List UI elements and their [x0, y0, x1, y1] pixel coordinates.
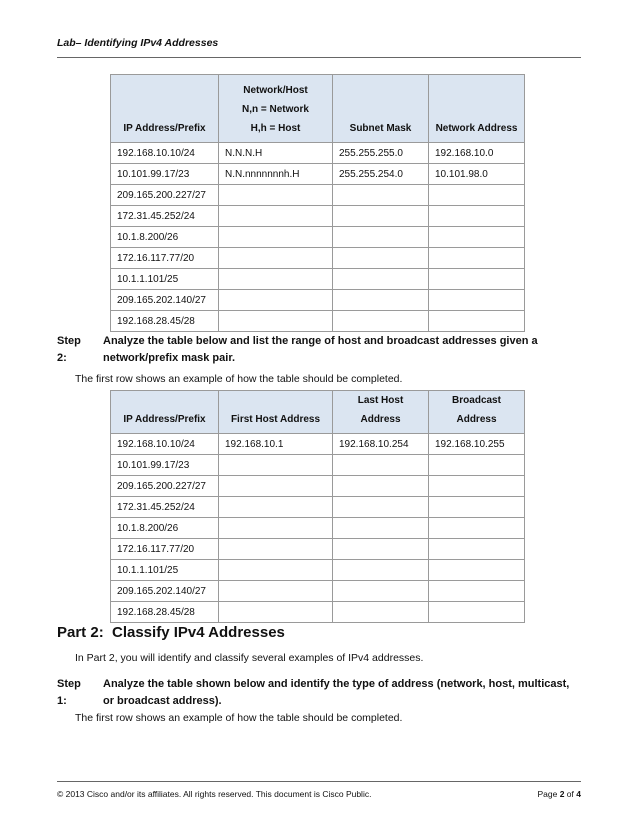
table-row [111, 164, 525, 185]
table-cell: 192.168.28.45/28 [111, 602, 219, 623]
table-row [111, 434, 525, 455]
table-cell [333, 290, 429, 311]
table-cell: 172.31.45.252/24 [111, 497, 219, 518]
table-cell [219, 455, 333, 476]
step-2-note: The first row shows an example of how the table should be completed. [75, 373, 403, 385]
table-cell: 255.255.255.0 [333, 143, 429, 164]
table-row [111, 248, 525, 269]
table-cell [429, 269, 525, 290]
step-number: Step 1: [57, 678, 81, 707]
page-header-title: Lab– Identifying IPv4 Addresses [57, 37, 219, 49]
table-row [111, 311, 525, 332]
step-1-note: The first row shows an example of how the table should be completed. [75, 712, 403, 724]
table-cell [333, 497, 429, 518]
table-row [111, 227, 525, 248]
table-row [111, 185, 525, 206]
table-row [111, 581, 525, 602]
table-cell [429, 290, 525, 311]
header-ip-prefix: IP Address/Prefix [111, 75, 219, 143]
header-subnet-mask: Subnet Mask [333, 75, 429, 143]
step-text: Analyze the table below and list the range of host and broadcast addresses given a network/prefix mask pair. [103, 335, 538, 364]
table-cell [333, 602, 429, 623]
part-title: Classify IPv4 Addresses [112, 624, 285, 641]
header-last-host: Last Host Address [333, 391, 429, 434]
table-cell [333, 206, 429, 227]
table-row [111, 269, 525, 290]
table-cell: 209.165.202.140/27 [111, 581, 219, 602]
table-cell [333, 476, 429, 497]
table-cell [429, 227, 525, 248]
part-number: Part 2: [57, 624, 104, 641]
table-cell [333, 560, 429, 581]
table-cell [333, 581, 429, 602]
table-cell: 209.165.202.140/27 [111, 290, 219, 311]
header-network-host: Network/Host N,n = Network H,h = Host [219, 75, 333, 143]
table-cell [219, 602, 333, 623]
table-cell [333, 227, 429, 248]
table-cell: 172.16.117.77/20 [111, 248, 219, 269]
header-ip-prefix: IP Address/Prefix [111, 391, 219, 434]
footer-copyright: © 2013 Cisco and/or its affiliates. All rights reserved. This document is Cisco Public. [57, 789, 372, 799]
table-cell: 172.16.117.77/20 [111, 539, 219, 560]
table-cell [429, 311, 525, 332]
table-cell [429, 560, 525, 581]
table-cell: 192.168.10.10/24 [111, 143, 219, 164]
table-cell [219, 518, 333, 539]
table-cell: 10.101.99.17/23 [111, 164, 219, 185]
table-cell [219, 581, 333, 602]
table-row [111, 206, 525, 227]
table-cell [429, 602, 525, 623]
table-row [111, 560, 525, 581]
table-cell [219, 560, 333, 581]
table-cell [429, 539, 525, 560]
table-row [111, 290, 525, 311]
table-cell: 10.101.98.0 [429, 164, 525, 185]
table-cell [429, 518, 525, 539]
table-cell: 192.168.28.45/28 [111, 311, 219, 332]
table-cell [429, 581, 525, 602]
table-cell [219, 185, 333, 206]
table-cell: 192.168.10.254 [333, 434, 429, 455]
table-cell [429, 476, 525, 497]
footer-page-number: Page 2 of 4 [537, 789, 581, 799]
table-cell [429, 455, 525, 476]
table-row [111, 455, 525, 476]
header-broadcast: Broadcast Address [429, 391, 525, 434]
table-cell [333, 455, 429, 476]
table-cell: 172.31.45.252/24 [111, 206, 219, 227]
header-first-host: First Host Address [219, 391, 333, 434]
step-number: Step 2: [57, 335, 81, 364]
table-cell: 209.165.200.227/27 [111, 185, 219, 206]
part-2-intro: In Part 2, you will identify and classify several examples of IPv4 addresses. [75, 652, 424, 664]
table-cell [429, 497, 525, 518]
table-row [111, 518, 525, 539]
step-text: Analyze the table shown below and identify the type of address (network, host, multicast, or broadcast address). [103, 678, 570, 707]
table-cell [429, 248, 525, 269]
table-cell [219, 206, 333, 227]
host-range-table [110, 390, 525, 623]
table-cell [219, 311, 333, 332]
table-cell: N.N.nnnnnnnh.H [219, 164, 333, 185]
table-cell [219, 497, 333, 518]
table-cell [333, 269, 429, 290]
table-cell [333, 185, 429, 206]
table-cell: N.N.N.H [219, 143, 333, 164]
table-cell [429, 206, 525, 227]
part-2-heading [57, 624, 285, 641]
table-cell: 10.101.99.17/23 [111, 455, 219, 476]
table-cell [219, 248, 333, 269]
table-row [111, 497, 525, 518]
table-row [111, 143, 525, 164]
table-cell: 192.168.10.1 [219, 434, 333, 455]
table-cell [219, 227, 333, 248]
table-cell: 10.1.8.200/26 [111, 518, 219, 539]
table-cell [219, 269, 333, 290]
table-cell: 192.168.10.255 [429, 434, 525, 455]
table-cell [219, 290, 333, 311]
table-cell: 10.1.1.101/25 [111, 269, 219, 290]
table-cell [219, 476, 333, 497]
table-cell: 10.1.1.101/25 [111, 560, 219, 581]
table-cell [333, 248, 429, 269]
table-cell [219, 539, 333, 560]
table-row [111, 476, 525, 497]
table-cell [333, 311, 429, 332]
table-cell [429, 185, 525, 206]
header-divider [57, 57, 581, 58]
table-cell [333, 518, 429, 539]
table-cell: 209.165.200.227/27 [111, 476, 219, 497]
table-row [111, 602, 525, 623]
footer-divider [57, 781, 581, 782]
network-address-table [110, 74, 525, 332]
header-network-address: Network Address [429, 75, 525, 143]
table-cell: 255.255.254.0 [333, 164, 429, 185]
table-row [111, 539, 525, 560]
table-cell: 192.168.10.0 [429, 143, 525, 164]
table-cell: 192.168.10.10/24 [111, 434, 219, 455]
table-cell: 10.1.8.200/26 [111, 227, 219, 248]
table-cell [333, 539, 429, 560]
